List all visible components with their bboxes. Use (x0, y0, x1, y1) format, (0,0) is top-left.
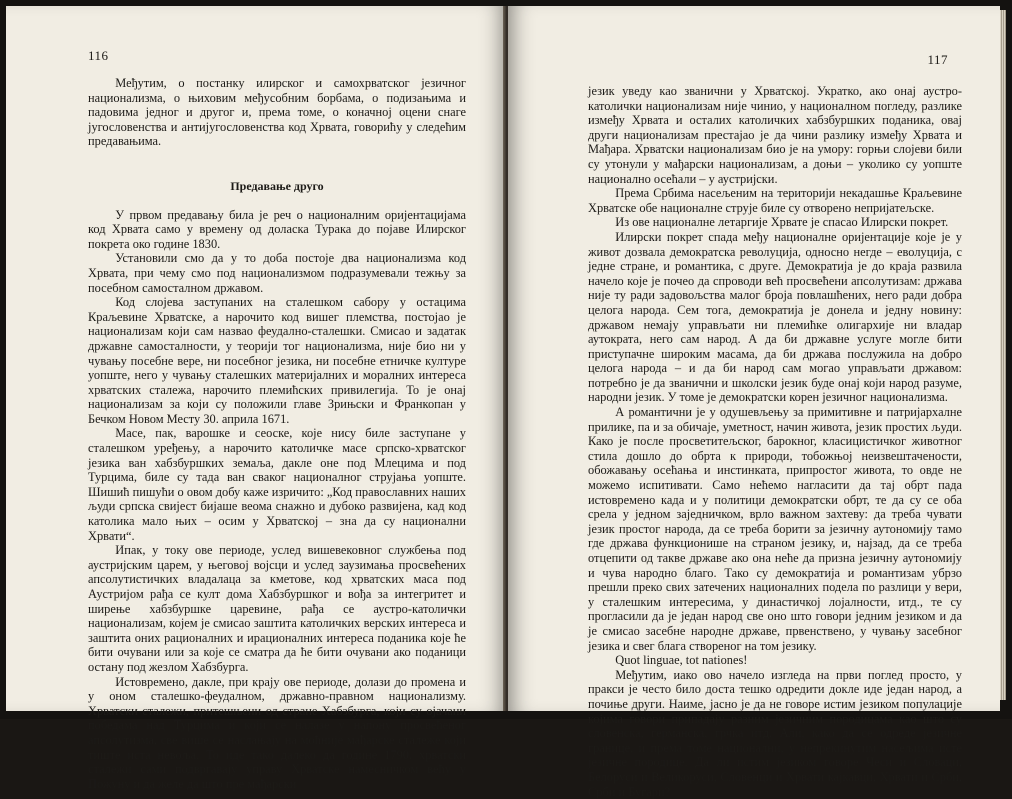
page-edges (1000, 10, 1006, 700)
left-page-number: 116 (88, 48, 109, 63)
motto-line: Quot linguae, tot nationes! (615, 653, 748, 668)
spacer (88, 149, 466, 163)
paragraph: Међутим, о постанку илирског и самохрватског језичног национализма, о њиховим међусобним борбама, о подизањима и падовима једног и другог и, према томе, о коначној оцени снаге југословенства и антијугословенства код Хрвата, говорићу у следећим предавањима. (88, 76, 466, 149)
paragraph: А романтични је у одушевљењу за примитивне и патријархалне прилике, па и за обичаје, уметност, начин живота, језик простих људи. Како је после просветитељског, барокног, класицистичког животног стила дошло до обрта к природи, тобожњој неизвештачености, обожавању осећања и инстинката, припростог живота, то овде не можемо испитивати. Само нећемо нагласити да тај обрт пада истовремено када и у политици демократски обрт, те да су се оба срела у једном заједничком, врло важном захтеву: да треба чувати језик простог народа, да се треба борити за језичну аутономију тамо где држава функционише на страном језику, и, најзад, да се треба отцепити од такве државе ако она неће да призна језичну аутономију и чува народно благо. Тако су демократија и романтизам убрзо прешли преко свих затечених националних подела по разлици у вери, у сталешким интересима, у династичкој лојалности, итд., те су прогласили да је један народ све оно што говори једним језиком и да је смисао засебне народне државе, првенствено, у чувању засебног језика и свег блага створеног на том језику. (588, 405, 962, 653)
paragraph: језик уведу као званични у Хрватској. Укратко, ако онај аустро-католички национализам није чинио, у националном погледу, разлике између Хрвата и осталих католичких хабзбуршких поданика, овај други национализам престајао је да чини разлику између Хрвата и Мађара. Хрватски национализам био је на умору: горњи слојеви били су утонули у мађарски национализам, а доњи – уколико су уопште национално осећали – у аустријски. (588, 84, 962, 186)
paragraph: Истовремено, дакле, при крају ове периоде, долази до промена и у оном сталешко-феудалном, државно-правном национализму. Хрватски сталежи, притешњени од стране Хабзбурга, који су ојачани победама над Турцима и који се налазе у напону просвећеног апсолутизма, све више се наслањају на моћније мађарске сталеже који тиште иста невоља. То иде тако далеко да године 1790. хрватски сталежи сами подвргавају управу Хрватске намесничком већу у Пожуну и да желе да што пре мађарски (88, 674, 466, 791)
paragraph: Масе, пак, варошке и сеоске, које нису биле заступане у сталешком уређењу, а нарочито католичке масе српско-хрватског језика ван хабзбуршких земаља, дакле оне под Млецима и под Турцима, биле су тада ван сваког националног струјања уопште. Шишић пишући о овом добу каже изричито: „Код православних наших људи српска свијест бијаше веома снажно и дубоко развијена, кад код католика мало њих – осим у Хрватској – зна да су национални Хрвати“. (88, 426, 466, 543)
paragraph: Илирски покрет спада међу националне оријентације које је у живот дозвала демократска револуција, односно негде – еволуција, с једне стране, и романтика, с друге. Демократија је до краја развила начело које је почео да спроводи већ просвећени апсолутизам: држава није ту ради задовољства малог броја повлашћених, него ради добра целога народа. Сем тога, демократија је донела и једну новину: државом немају управљати ни племићке олигархије ни владар аутократа, него сам народ. А да би државне услуге могле бити приступачне широким масама, да би држава послужила на добро целога народа – и да би народ сам могао управљати државом: потребно је да званични и школски језик буде онај који народ разуме, народни језик. У томе је демократски корен језичног национализма. (588, 229, 962, 405)
paragraph: Из ове националне летаргије Хрвате је спасао Илирски покрет. (615, 215, 949, 230)
left-page-text (88, 76, 466, 791)
paragraph: У првом предавању била је реч о националним оријентацијама код Хрвата само у времену од доласка Турака до појаве Илирског покрета око године 1830. (88, 207, 466, 251)
paragraph: Међутим, иако ово начело изгледа на први поглед просто, у пракси је често било доста тешко одредити докле иде један народ, а почиње други. Наиме, јасно је да не говоре истим језиком популације којима говори припадају разним језичним породицама као што су словенска, германска, грчка итд. Али, како да се одреде језичне границе, и према томе национални, у непрекинутим насељима исте језичне породице. Да ли истим језиком говоре Чеси и Словаци, Белоруси и Великоруси, Словенци и Хрвати кајкавци, Хрвати и Срби, Срби и Бугари? (588, 667, 962, 799)
right-page-text (588, 84, 962, 799)
right-page (508, 6, 1000, 799)
paragraph: Код слојева заступаних на сталешком сабору у остацима Краљевине Хрватске, а нарочито код вишег племства, постојао је национализам који сам назвао феудално-сталешки. Смисао и задатак државне самосталности, у теорији тог национализма, није био ни у чувању посебне вере, ни посебног језика, ни посебне етничке културе уопште, него у чувању сталешких материјалних и моралних интереса хрватских сталежа, нарочито племићских привилегија. То је онај национализам за који су положили главе Зрињски и Франкопан у Бечком Новом Месту 30. априла 1671. (88, 295, 466, 426)
paragraph: Установили смо да у то доба постоје два национализма код Хрвата, при чему смо под национализмом подразумевали тежњу за посебном самосталном државом. (88, 251, 466, 295)
left-page (6, 6, 506, 791)
section-heading: Предавање друго (230, 178, 324, 193)
paragraph: Ипак, у току ове периоде, услед вишевековног службења под аустријским царем, у његовој војсци и услед заузимања просвећених апсолутистичких владалаца за кметове, код хрватских маса под Аустријом рађа се култ дома Хабзбуршког и вођа за интегритет и ширење хабзбуршке царевине, рађа се аустро-католички национализам, којем је смисао заштита католичких верских интереса и заштита оних рационалних и ирационалних интереса поданика које ће бити очувани или за које се сматра да ће бити очувани ако поданици остану под жезлом Хабзбурга. (88, 543, 466, 674)
right-page-number: 117 (927, 52, 948, 67)
paragraph: Према Србима насељеним на територији некадашње Краљевине Хрватске обе националне струје биле су отворено непријатељске. (588, 186, 962, 215)
